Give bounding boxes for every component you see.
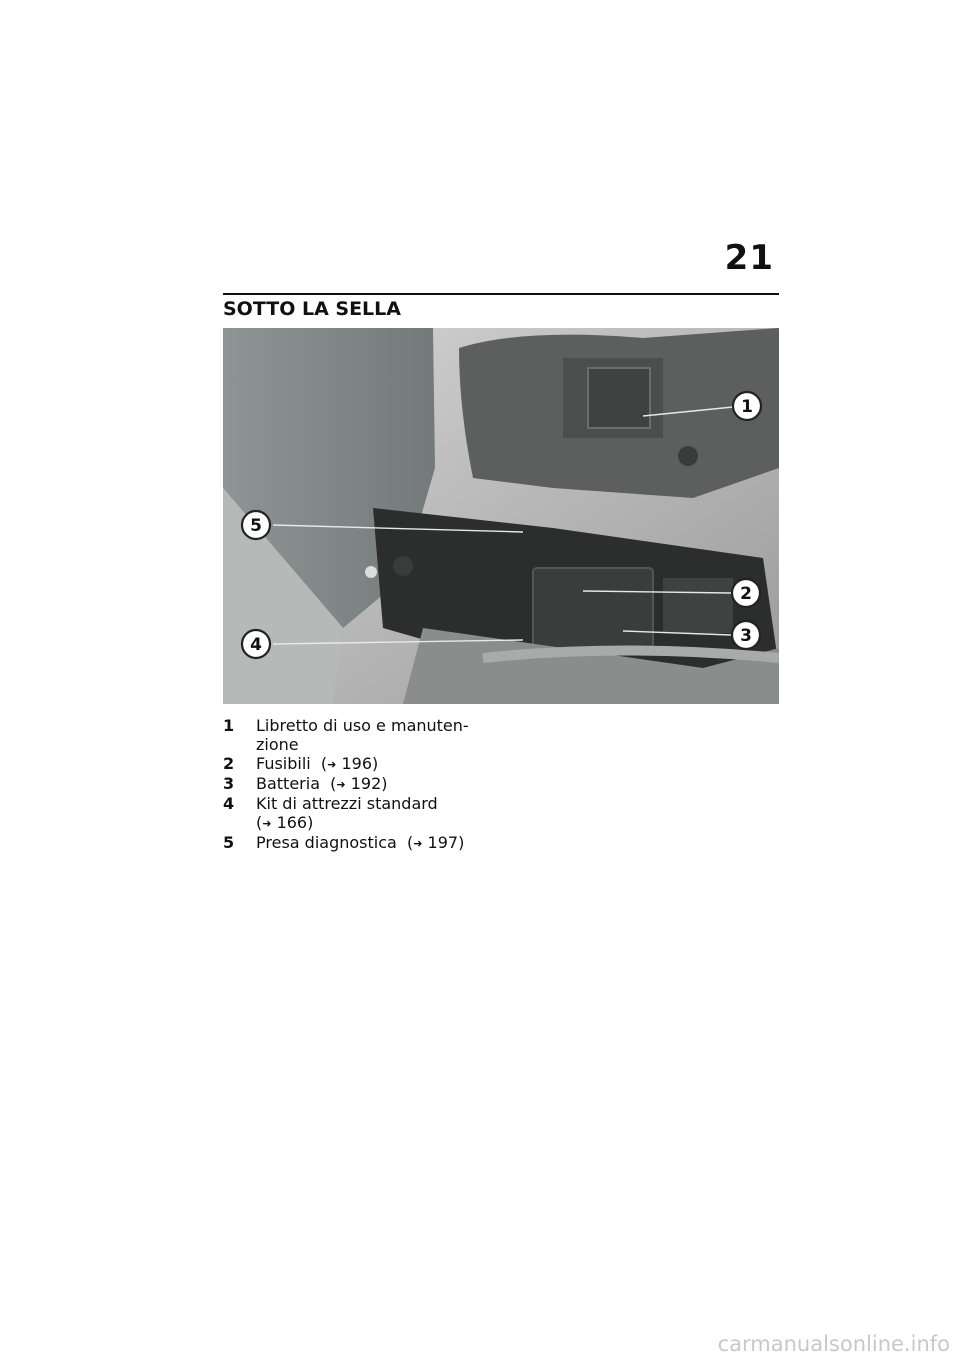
legend-item (223, 833, 523, 853)
legend-text: Fusibili (➜ 196) (256, 754, 379, 773)
callout-1 (733, 392, 761, 420)
figure-under-seat (223, 328, 779, 704)
callout-5 (242, 511, 270, 539)
section-title: SOTTO LA SELLA (223, 298, 401, 320)
svg-text:5: 5 (250, 516, 262, 536)
legend-item (223, 794, 523, 833)
svg-text:4: 4 (250, 635, 262, 655)
legend-text: Batteria (➜ 192) (256, 774, 388, 793)
legend-item (223, 774, 523, 794)
legend-text: Kit di attrezzi standard (➜ 166) (256, 794, 438, 832)
callout-3 (732, 621, 760, 649)
callout-2 (732, 579, 760, 607)
arrow-right-icon: ➜ (413, 837, 423, 850)
svg-text:2: 2 (740, 584, 752, 604)
legend-number: 2 (223, 754, 235, 773)
page-reference[interactable]: (➜ 192) (330, 774, 388, 793)
legend-item (223, 754, 523, 774)
callout-4 (242, 630, 270, 658)
legend-item (223, 716, 523, 754)
arrow-right-icon: ➜ (327, 758, 337, 771)
page-reference[interactable]: (➜ 166) (256, 813, 314, 832)
legend-number: 1 (223, 716, 235, 735)
page-number: 21 (724, 238, 774, 278)
arrow-right-icon: ➜ (262, 817, 272, 830)
arrow-right-icon: ➜ (336, 778, 346, 791)
legend-list (223, 716, 523, 853)
header-rule (223, 293, 779, 295)
page-reference[interactable]: (➜ 196) (320, 754, 379, 773)
legend-number: 3 (223, 774, 235, 793)
legend-text: Presa diagnostica (➜ 197) (256, 833, 465, 852)
svg-text:1: 1 (741, 397, 753, 417)
legend-text: Libretto di uso e manuten- zione (256, 716, 469, 754)
watermark: carmanualsonline.info (717, 1332, 950, 1356)
legend-number: 4 (223, 794, 235, 813)
svg-text:3: 3 (740, 626, 752, 646)
page-reference[interactable]: (➜ 197) (406, 833, 465, 852)
legend-number: 5 (223, 833, 235, 852)
